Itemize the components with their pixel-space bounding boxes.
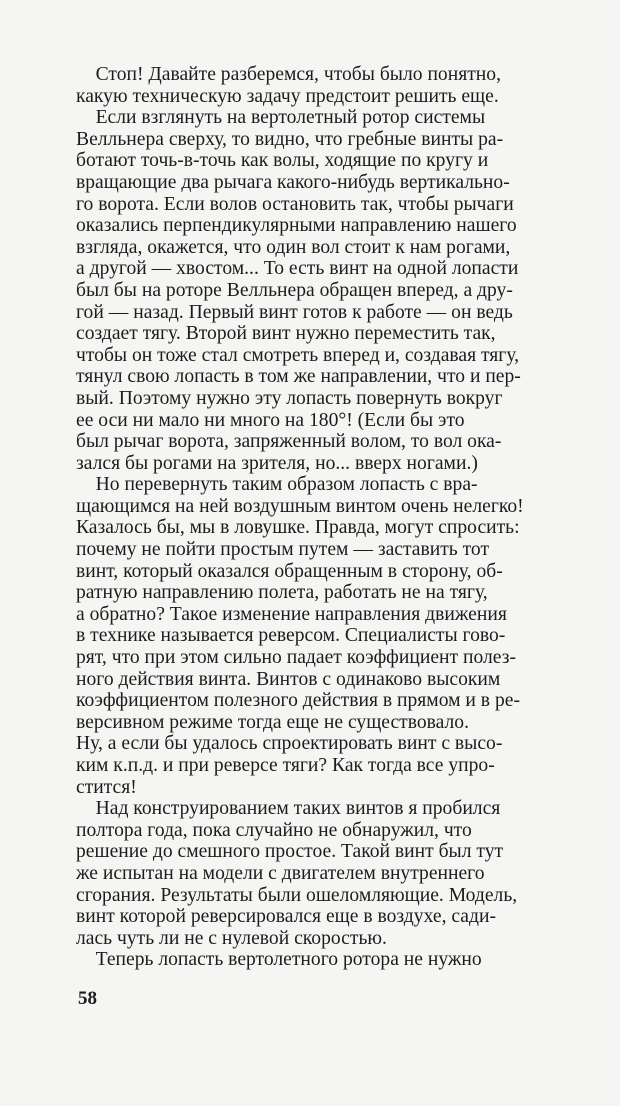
text-line: винт, который оказался обращенным в сторону, об-	[76, 560, 503, 582]
text-line: решение до смешного простое. Такой винт был тут	[76, 841, 504, 863]
text-line: Над конструированием таких винтов я пробился	[76, 798, 501, 820]
text-line: сгорания. Результаты были ошеломляющие. Модель,	[76, 884, 518, 906]
body-text	[76, 64, 620, 971]
text-line: гой — назад. Первый винт готов к работе — он ведь	[76, 301, 513, 323]
text-line: оказались перпендикулярными направлению нашего	[76, 215, 517, 237]
text-line: ратную направлению полета, работать не на тягу,	[76, 582, 488, 604]
text-line: Но перевернуть таким образом лопасть с вра-	[76, 474, 478, 496]
text-line: какую техническую задачу предстоит решить еще.	[76, 85, 499, 107]
text-line: Ну, а если бы удалось спроектировать винт с высо-	[76, 733, 503, 755]
page-number: 58	[78, 988, 97, 1009]
text-line: а обратно? Такое изменение направления движения	[76, 603, 507, 625]
text-line: зался бы рогами на зрителя, но... вверх ногами.)	[76, 452, 478, 474]
text-line: ботают точь-в-точь как волы, ходящие по кругу и	[76, 150, 489, 172]
text-line: был бы на роторе Велльнера обращен вперед, а дру-	[76, 279, 513, 301]
text-line: вращающие два рычага какого-нибудь вертикально-	[76, 171, 510, 193]
text-line: рят, что при этом сильно падает коэффициент полез-	[76, 647, 516, 669]
text-line: стится!	[76, 776, 137, 798]
text-line: же испытан на модели с двигателем внутреннего	[76, 862, 485, 884]
text-line: чтобы он тоже стал смотреть вперед и, создавая тягу,	[76, 344, 520, 366]
text-line: Теперь лопасть вертолетного ротора не нужно	[76, 949, 482, 971]
text-line: лась чуть ли не с нулевой скоростью.	[76, 927, 387, 949]
text-line: версивном режиме тогда еще не существовало.	[76, 711, 469, 733]
text-line: полтора года, пока случайно не обнаружил, что	[76, 819, 472, 841]
text-line: го ворота. Если волов остановить так, чтобы рычаги	[76, 193, 514, 215]
text-line: почему не пойти простым путем — заставить тот	[76, 539, 490, 561]
text-line: ким к.п.д. и при реверсе тяги? Как тогда все упро-	[76, 755, 495, 776]
text-line: щающимся на ней воздушным винтом очень нелегко!	[76, 495, 524, 517]
text-line: ее оси ни мало ни много на 180°! (Если бы это	[76, 409, 465, 431]
text-line: тянул свою лопасть в том же направлении, что и пер-	[76, 366, 521, 388]
text-line: был рычаг ворота, запряженный волом, то вол ока-	[76, 431, 502, 453]
text-line: винт которой реверсировался еще в воздухе, сади-	[76, 906, 496, 928]
text-line: создает тягу. Второй винт нужно переместить так,	[76, 323, 496, 345]
text-line: вый. Поэтому нужно эту лопасть повернуть вокруг	[76, 387, 503, 409]
text-line: в технике называется реверсом. Специалисты гово-	[76, 625, 506, 647]
text-line: Велльнера сверху, то видно, что гребные винты ра-	[76, 128, 504, 150]
text-line: взгляда, окажется, что один вол стоит к нам рогами,	[76, 236, 511, 258]
text-line: а другой — хвостом... То есть винт на одной лопасти	[76, 258, 519, 280]
text-line: ного действия винта. Винтов с одинаково высоким	[76, 668, 501, 690]
text-line: Стоп! Давайте разберемся, чтобы было понятно,	[76, 64, 501, 85]
text-line: коэффициентом полезного действия в прямом и в ре-	[76, 690, 520, 712]
text-line: Если взглянуть на вертолетный ротор системы	[76, 107, 486, 129]
text-line: Казалось бы, мы в ловушке. Правда, могут спросить:	[76, 517, 520, 539]
